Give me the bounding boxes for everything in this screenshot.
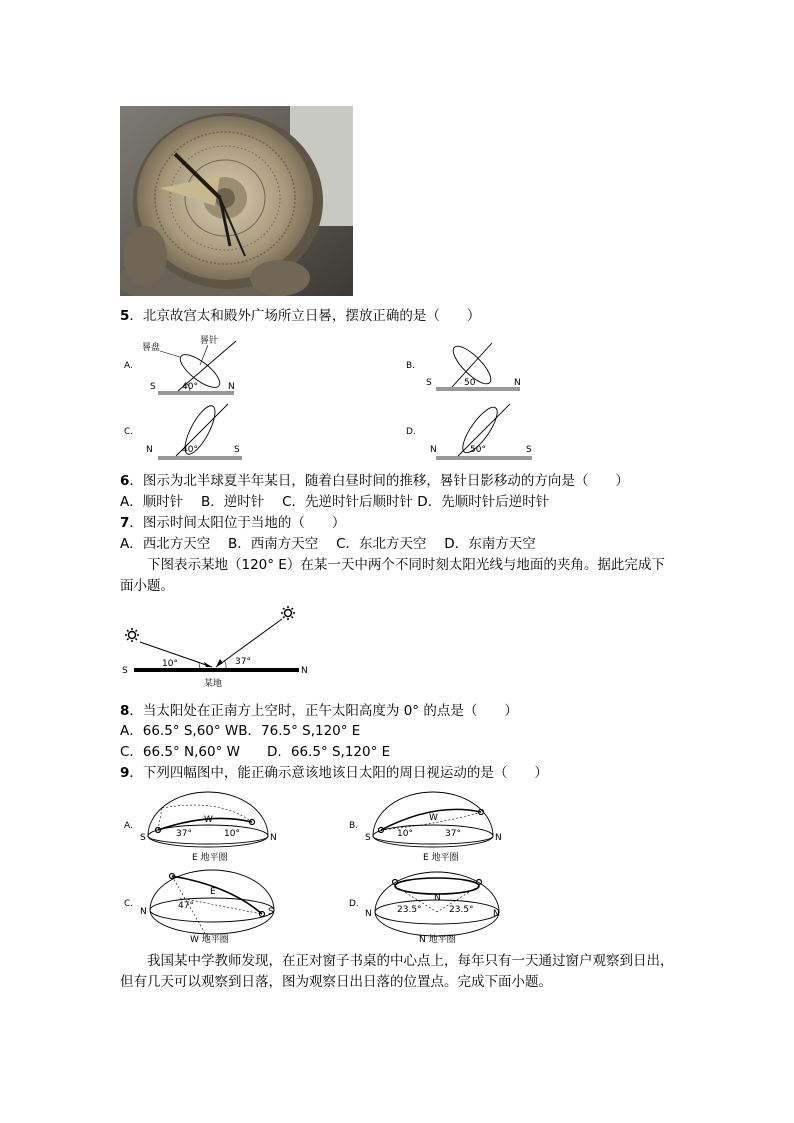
angle-1-label: 47° — [178, 901, 194, 911]
question-6-options: A．顺时针 B．逆时针 C．先逆时针后顺时针 D．先顺时针后逆时针 — [120, 494, 550, 510]
right-label: N — [270, 833, 277, 843]
left-label: S — [365, 833, 371, 843]
intro-2-line-2: 但有几天可以观察到日落，图为观察日出日落的位置点。完成下面小题。 — [120, 974, 552, 990]
place-label: 某地 — [204, 679, 223, 689]
angle-1-label: 37° — [176, 829, 192, 839]
q9-figure-d — [345, 866, 510, 946]
option-letter: C. — [124, 899, 134, 909]
south-label: S — [426, 378, 432, 388]
option-letter: D. — [349, 899, 359, 909]
question-8: 8．当太阳处在正南方上空时，正午太阳高度为 0° 的点是（ ） — [120, 703, 518, 719]
bottom-label: E 地平圈 — [192, 853, 228, 863]
sun-icon-right — [281, 606, 295, 620]
bottom-label: W 地平圈 — [190, 935, 229, 945]
angle-label: 50 — [464, 378, 476, 388]
option-letter: B. — [349, 821, 359, 831]
north-label: N — [301, 666, 308, 676]
angle-label: 40° — [182, 445, 198, 455]
sun-icon-left — [125, 628, 139, 642]
question-7: 7．图示时间太阳位于当地的（ ） — [120, 515, 346, 531]
south-label: S — [150, 382, 156, 392]
option-d-letter: D. — [406, 427, 416, 437]
q9-figure-a — [120, 788, 280, 864]
right-label: N — [493, 909, 500, 919]
q9-figure-b — [345, 788, 505, 864]
needle-label: 晷针 — [200, 336, 219, 346]
top-label: E — [210, 887, 216, 897]
angle-1-label: 10° — [397, 829, 413, 839]
south-label: S — [526, 445, 532, 455]
right-label: S — [268, 907, 274, 917]
intro-1-line-1: 下图表示某地（120° E）在某一天中两个不同时刻太阳光线与地面的夹角。据此完成下 — [147, 557, 665, 573]
option-b-letter: B. — [406, 361, 416, 371]
question-6: 6．图示为北半球夏半年某日，随着白昼时间的推移，晷针日影移动的方向是（ ） — [120, 473, 629, 489]
q5-option-c — [120, 400, 250, 466]
q5-option-d — [402, 400, 536, 466]
north-label: N — [514, 378, 521, 388]
angle-1-label: 23.5° — [397, 905, 422, 915]
question-8-options-cd: C．66.5° N,60° W D．66.5° S,120° E — [120, 744, 391, 760]
angle-2-label: 37° — [445, 829, 461, 839]
dial-label: 晷盘 — [142, 343, 161, 353]
q5-option-a — [120, 335, 250, 401]
question-7-options: A．西北方天空 B．西南方天空 C．东北方天空 D．东南方天空 — [120, 536, 536, 552]
bottom-label: E 地平圈 — [423, 853, 459, 863]
south-label: S — [122, 666, 128, 676]
intro-2-line-1: 我国某中学教师发现，在正对窗子书桌的中心点上，每年只有一天通过窗户观察到日出， — [147, 953, 674, 969]
angle-label: 40° — [182, 382, 198, 392]
left-label: N — [140, 907, 147, 917]
q5-option-b — [402, 335, 532, 401]
south-label: S — [234, 445, 240, 455]
bottom-label: N 地平圈 — [419, 935, 456, 945]
question-9: 9．下列四幅图中，能正确示意该地该日太阳的周日视运动的是（ ） — [120, 765, 548, 781]
intro-1-line-2: 面小题。 — [120, 578, 174, 594]
option-a-letter: A. — [124, 361, 133, 371]
question-5: 5．北京故宫太和殿外广场所立日晷，摆放正确的是（ ） — [120, 308, 481, 324]
angle-2-label: 23.5° — [449, 905, 474, 915]
top-label: W — [429, 813, 438, 823]
angle-2-label: 10° — [224, 829, 240, 839]
sun-angle-figure — [120, 602, 315, 692]
north-label: N — [430, 445, 437, 455]
option-c-letter: C. — [124, 427, 134, 437]
question-8-options-ab: A．66.5° S,60° WB．76.5° S,120° E — [120, 723, 361, 739]
angle-label: 50° — [470, 445, 486, 455]
angle-left-label: 10° — [162, 659, 178, 669]
option-letter: A. — [124, 821, 133, 831]
left-label: N — [365, 909, 372, 919]
north-label: N — [228, 382, 235, 392]
right-label: N — [495, 833, 502, 843]
sundial-photo — [120, 106, 353, 296]
left-label: S — [140, 833, 146, 843]
q9-figure-c — [120, 866, 285, 946]
north-label: N — [146, 445, 153, 455]
top-label: N — [434, 893, 441, 903]
angle-right-label: 37° — [235, 657, 251, 667]
top-label: W — [204, 815, 213, 825]
